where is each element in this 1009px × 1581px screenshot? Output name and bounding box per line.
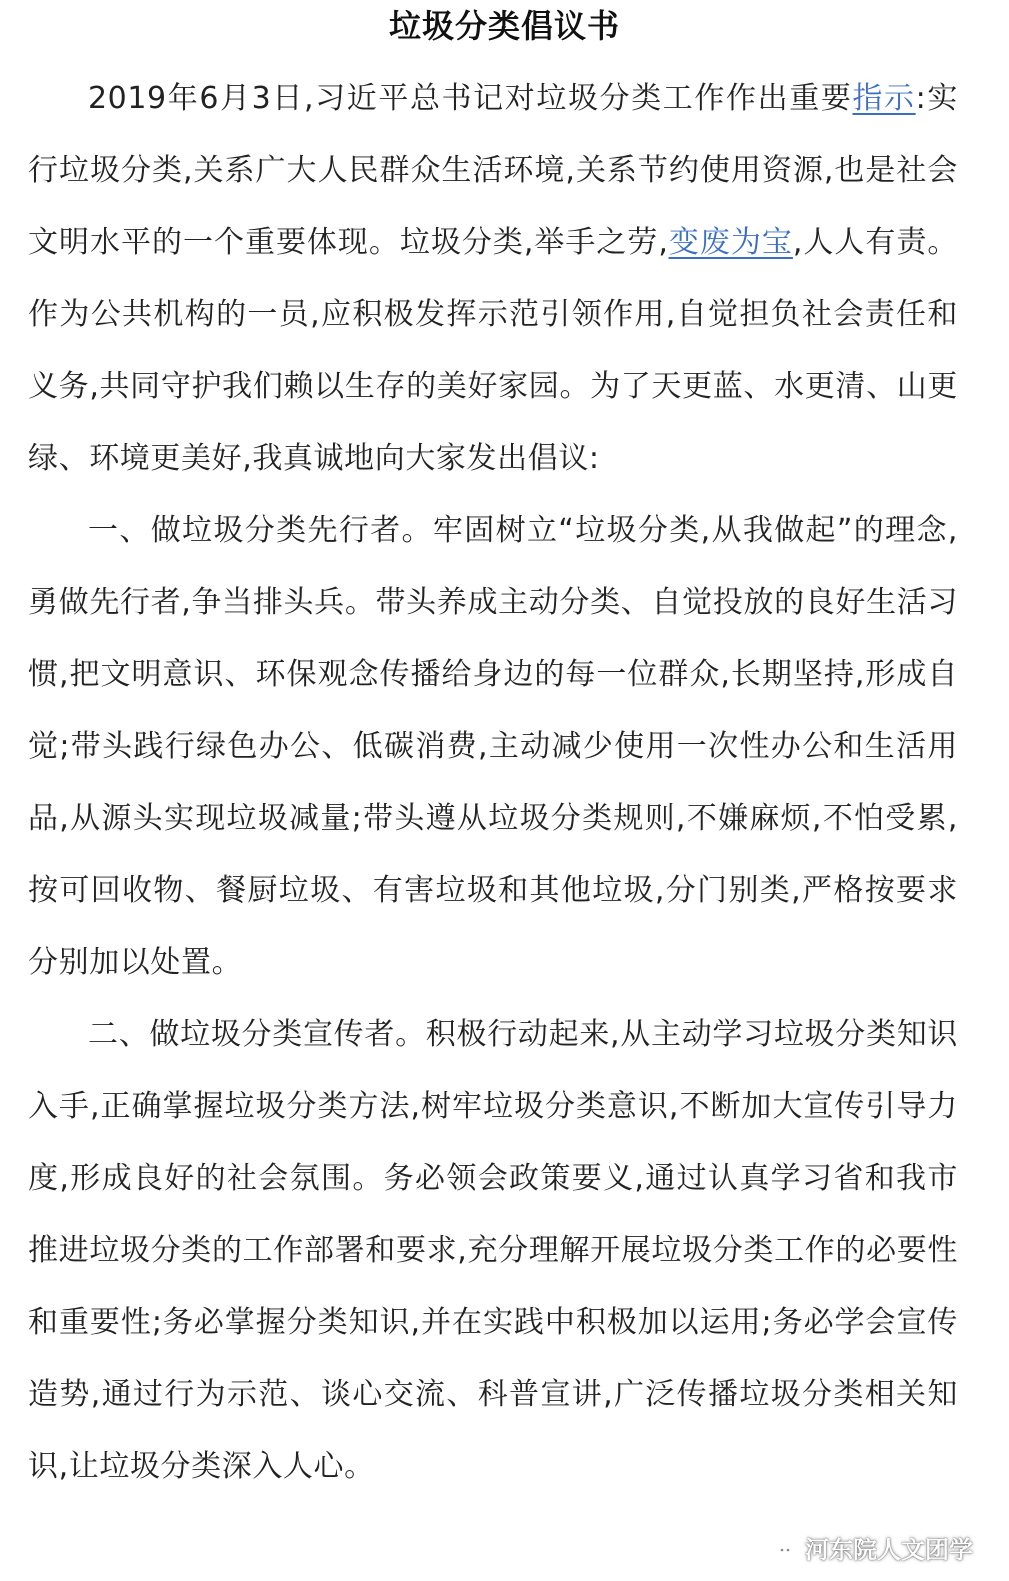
proposal-paragraph-1: 一、做垃圾分类先行者。牢固树立“垃圾分类,从我做起”的理念,勇做先行者,争当排头兵。带头养成主动分类、自觉投放的良好生活习惯,把文明意识、环保观念传播给身边的每一位群众,长期坚持,形成自觉;带头践行绿色办公、低碳消费,主动减少使用一次性办公和生活用品,从源头实现垃圾减量;带头遵从垃圾分类规则,不嫌麻烦,不怕受累,按可回收物、餐厨垃圾、有害垃圾和其他垃圾,分门别类,严格按要求分别加以处置。	[28, 513, 958, 980]
link-waste-to-treasure[interactable]: 变废为宝	[668, 225, 793, 260]
intro-text-part3: ,人人有责。作为公共机构的一员,应积极发挥示范引领作用,自觉担负社会责任和义务,共同守护我们赖以生存的美好家园。为了天更蓝、水更清、山更绿、环境更美好,我真诚地向大家发出倡议:	[28, 225, 959, 476]
watermark	[763, 1530, 973, 1565]
document-title: 垃圾分类倡议书	[388, 7, 620, 45]
link-instruction[interactable]: 指示	[852, 81, 916, 116]
wechat-icon	[763, 1533, 797, 1563]
proposal-paragraph-2: 二、做垃圾分类宣传者。积极行动起来,从主动学习垃圾分类知识入手,正确掌握垃圾分类方法,树牢垃圾分类意识,不断加大宣传引导力度,形成良好的社会氛围。务必领会政策要义,通过认真学习省和我市推进垃圾分类的工作部署和要求,充分理解开展垃圾分类工作的必要性和重要性;务必掌握分类知识,并在实践中积极加以运用;务必学会宣传造势,通过行为示范、谈心交流、科普宣讲,广泛传播垃圾分类相关知识,让垃圾分类深入人心。	[28, 1017, 958, 1484]
watermark-text: 河东院人文团学	[805, 1536, 973, 1564]
intro-paragraph	[28, 63, 958, 495]
article-body	[28, 63, 958, 1503]
intro-text-part2: :实行垃圾分类,关系广大人民群众生活环境,关系节约使用资源,也是社会文明水平的一个重要体现。垃圾分类,举手之劳,	[28, 81, 958, 260]
intro-text-part1: 2019年6月3日,习近平总书记对垃圾分类工作作出重要	[88, 81, 853, 116]
